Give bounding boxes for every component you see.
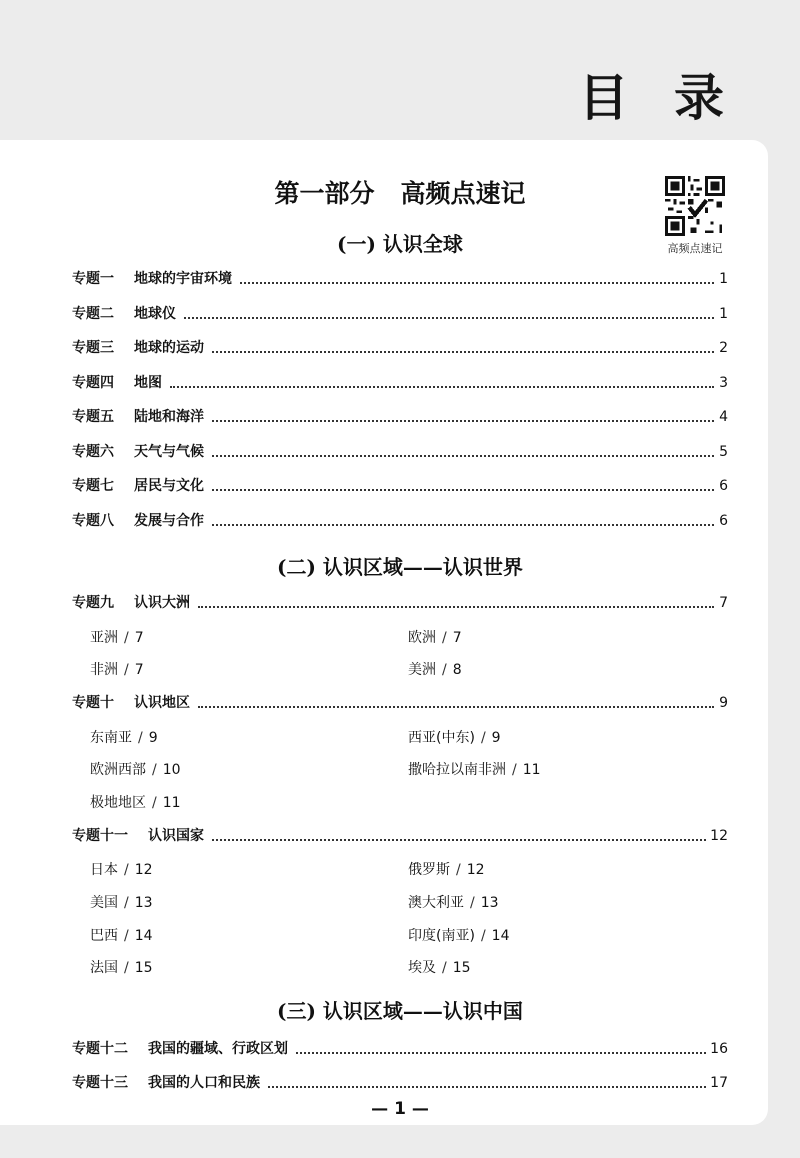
topic-name: 陆地和海洋 (134, 409, 204, 425)
toc-topic-row[interactable] (72, 1072, 728, 1092)
section-title: (一) 认识全球 (337, 232, 463, 256)
subtopic-name: 埃及 (408, 960, 436, 976)
topic-name: 我国的疆域、行政区划 (148, 1041, 288, 1057)
subtopic-name: 印度(南亚) (408, 928, 475, 944)
topic-name: 我国的人口和民族 (148, 1075, 260, 1091)
leader-dots (212, 524, 714, 526)
subtopic-page: 8 (452, 662, 462, 678)
topic-name: 地球仪 (134, 306, 176, 322)
subtopic-page: 12 (134, 862, 153, 878)
subtopic-name: 法国 (90, 960, 118, 976)
subtopic-item[interactable]: 美洲 / 8 (408, 662, 462, 678)
subtopic-item[interactable]: 澳大利亚 / 13 (408, 895, 499, 911)
section-title: (三) 认识区域——认识中国 (277, 999, 523, 1023)
leader-dots (268, 1086, 706, 1088)
leader-dots (296, 1052, 706, 1054)
topic-name: 地球的运动 (134, 340, 204, 356)
toc-topic-row[interactable] (72, 372, 728, 392)
topic-label: 专题五 (72, 409, 114, 425)
topic-label: 专题十二 (72, 1041, 128, 1057)
topic-label: 专题九 (72, 595, 114, 611)
subtopic-page: 14 (134, 928, 153, 944)
subtopic-page: 13 (480, 895, 499, 911)
subtopic-item[interactable]: 非洲 / 7 (90, 662, 144, 678)
subtopic-name: 欧洲 (408, 630, 436, 646)
topic-name: 认识国家 (148, 828, 204, 844)
subtopic-name: 非洲 (90, 662, 118, 678)
subtopic-page: 15 (452, 960, 471, 976)
subtopic-item[interactable]: 欧洲西部 / 10 (90, 762, 181, 778)
topic-page: 9 (719, 695, 728, 711)
subtopic-name: 美洲 (408, 662, 436, 678)
toc-topic-row[interactable] (72, 692, 728, 712)
topic-name: 地图 (134, 375, 162, 391)
section-title: (二) 认识区域——认识世界 (277, 555, 523, 579)
topic-page: 1 (719, 306, 728, 322)
topic-label: 专题三 (72, 340, 114, 356)
subtopic-item[interactable]: 美国 / 13 (90, 895, 153, 911)
subtopic-name: 日本 (90, 862, 118, 878)
toc-topic-row[interactable] (72, 303, 728, 323)
subtopic-name: 俄罗斯 (408, 862, 450, 878)
subtopic-item[interactable]: 日本 / 12 (90, 862, 153, 878)
topic-page: 3 (719, 375, 728, 391)
subtopic-page: 11 (522, 762, 541, 778)
toc-topic-row[interactable] (72, 268, 728, 288)
qr-code[interactable] (665, 176, 725, 236)
toc-topic-row[interactable] (72, 475, 728, 495)
topic-label: 专题十 (72, 695, 114, 711)
subtopic-page: 7 (134, 662, 144, 678)
subtopic-item[interactable]: 巴西 / 14 (90, 928, 153, 944)
topic-name: 居民与文化 (134, 478, 204, 494)
subtopic-item[interactable]: 东南亚 / 9 (90, 730, 158, 746)
leader-dots (212, 839, 706, 841)
leader-dots (184, 317, 714, 319)
subtopic-item[interactable]: 法国 / 15 (90, 960, 153, 976)
toc-topic-row[interactable] (72, 1038, 728, 1058)
subtopic-name: 西亚(中东) (408, 730, 475, 746)
leader-dots (212, 420, 714, 422)
subtopic-page: 9 (148, 730, 158, 746)
leader-dots (212, 455, 714, 457)
subtopic-item[interactable]: 埃及 / 15 (408, 960, 471, 976)
topic-name: 认识地区 (134, 695, 190, 711)
leader-dots (240, 282, 714, 284)
subtopic-name: 美国 (90, 895, 118, 911)
subtopic-name: 亚洲 (90, 630, 118, 646)
topic-label: 专题十三 (72, 1075, 128, 1091)
toc-topic-row[interactable] (72, 510, 728, 530)
subtopic-page: 10 (162, 762, 181, 778)
topic-page: 7 (719, 595, 728, 611)
subtopic-name: 撒哈拉以南非洲 (408, 762, 506, 778)
subtopic-name: 欧洲西部 (90, 762, 146, 778)
topic-label: 专题六 (72, 444, 114, 460)
subtopic-item[interactable]: 撒哈拉以南非洲 / 11 (408, 762, 541, 778)
toc-topic-row[interactable] (72, 406, 728, 426)
topic-page: 16 (710, 1041, 728, 1057)
qr-caption: 高频点速记 (667, 242, 723, 255)
topic-name: 天气与气候 (134, 444, 204, 460)
subtopic-page: 13 (134, 895, 153, 911)
leader-dots (212, 351, 714, 353)
topic-page: 2 (719, 340, 728, 356)
topic-label: 专题四 (72, 375, 114, 391)
topic-label: 专题八 (72, 513, 114, 529)
topic-name: 发展与合作 (134, 513, 204, 529)
subtopic-item[interactable]: 印度(南亚) / 14 (408, 928, 510, 944)
topic-label: 专题十一 (72, 828, 128, 844)
part-name: 高频点速记 (400, 179, 526, 208)
subtopic-page: 14 (491, 928, 510, 944)
topic-label: 专题七 (72, 478, 114, 494)
subtopic-page: 12 (466, 862, 485, 878)
topic-page: 5 (719, 444, 728, 460)
leader-dots (170, 386, 714, 388)
topic-label: 专题一 (72, 271, 114, 287)
leader-dots (198, 606, 714, 608)
subtopic-item[interactable]: 俄罗斯 / 12 (408, 862, 485, 878)
subtopic-page: 11 (162, 795, 181, 811)
subtopic-item[interactable]: 极地地区 / 11 (90, 795, 181, 811)
leader-dots (198, 706, 714, 708)
subtopic-item[interactable]: 欧洲 / 7 (408, 630, 462, 646)
subtopic-name: 极地地区 (90, 795, 146, 811)
topic-page: 6 (719, 513, 728, 529)
toc-topic-row[interactable] (72, 337, 728, 357)
subtopic-name: 东南亚 (90, 730, 132, 746)
subtopic-page: 7 (452, 630, 462, 646)
subtopic-page: 15 (134, 960, 153, 976)
toc-topic-row[interactable] (72, 592, 728, 612)
page-number: — 1 — (371, 1099, 429, 1119)
subtopic-page: 9 (491, 730, 501, 746)
subtopic-item[interactable]: 亚洲 / 7 (90, 630, 144, 646)
topic-page: 12 (710, 828, 728, 844)
subtopic-name: 巴西 (90, 928, 118, 944)
topic-name: 认识大洲 (134, 595, 190, 611)
subtopic-page: 7 (134, 630, 144, 646)
subtopic-name: 澳大利亚 (408, 895, 464, 911)
topic-label: 专题二 (72, 306, 114, 322)
part-label: 第一部分 (274, 179, 375, 208)
leader-dots (212, 489, 714, 491)
topic-page: 1 (719, 271, 728, 287)
topic-name: 地球的宇宙环境 (134, 271, 232, 287)
topic-page: 17 (710, 1075, 728, 1091)
toc-topic-row[interactable] (72, 441, 728, 461)
topic-page: 4 (719, 409, 728, 425)
toc-topic-row[interactable] (72, 825, 728, 845)
subtopic-item[interactable]: 西亚(中东) / 9 (408, 730, 501, 746)
topic-page: 6 (719, 478, 728, 494)
contents-heading: 目 录 (578, 69, 738, 127)
